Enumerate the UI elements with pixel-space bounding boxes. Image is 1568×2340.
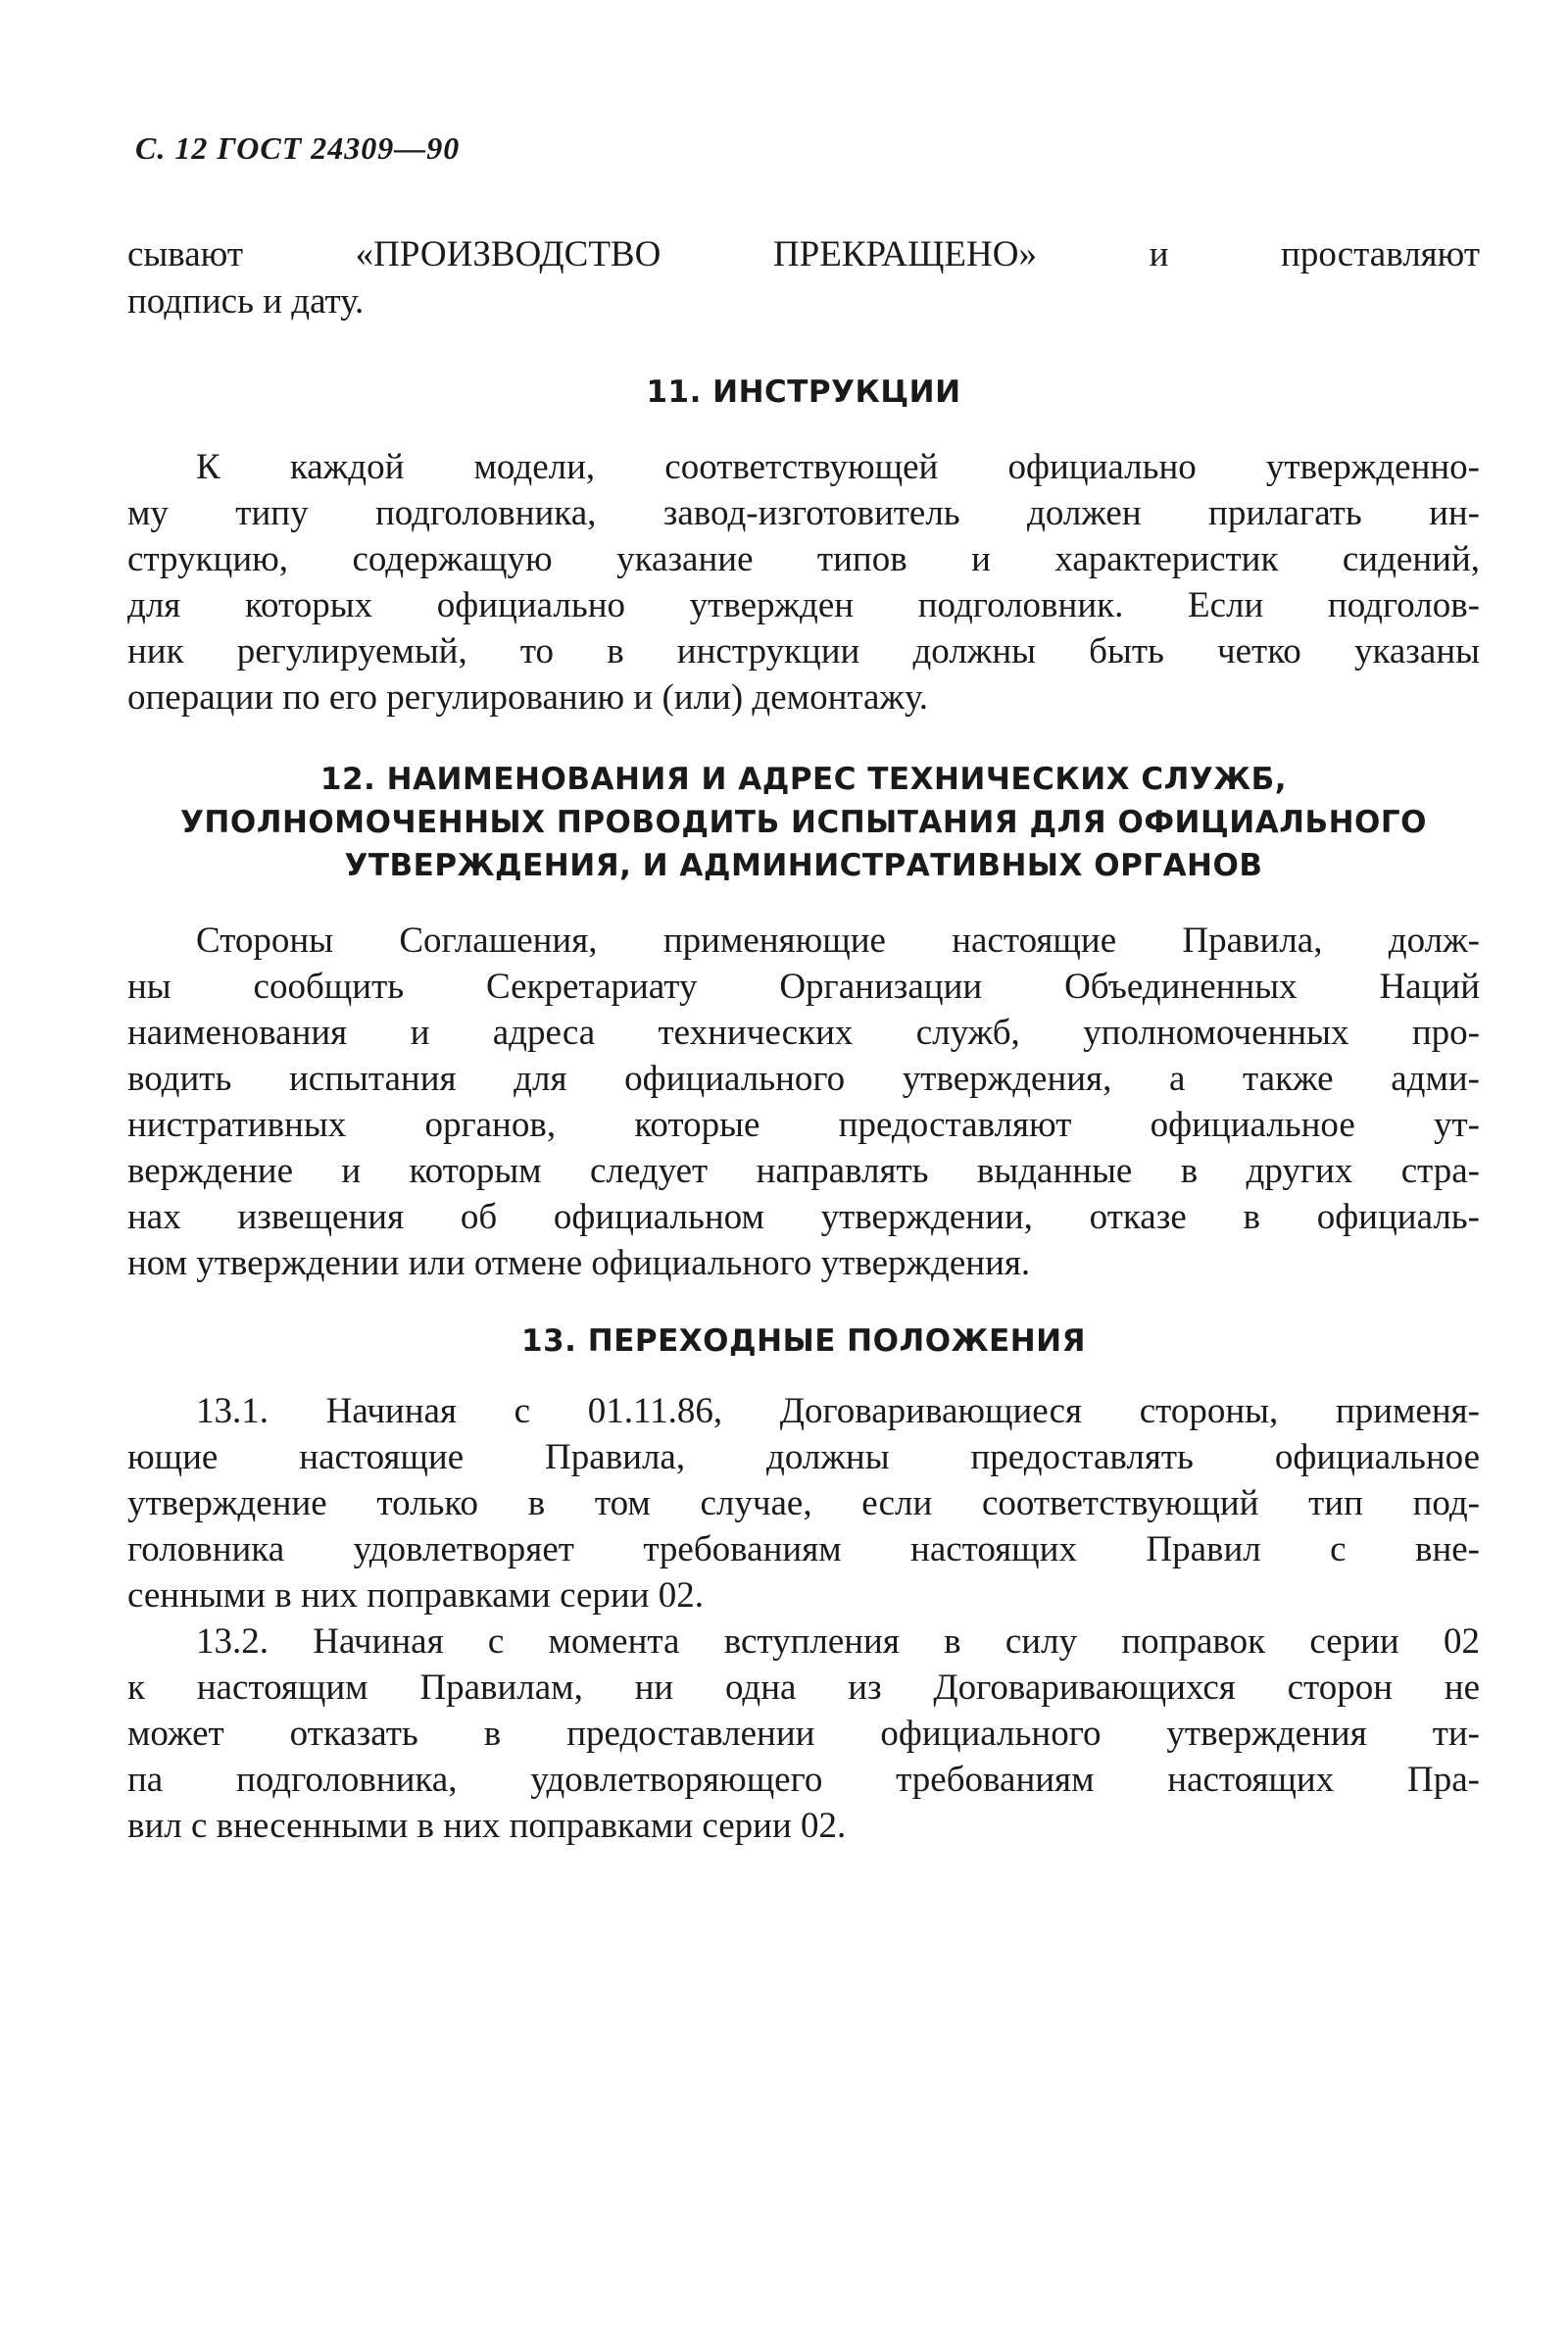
text-line: К каждой модели, соответствующей официально утвержденно- bbox=[196, 447, 1480, 487]
section-heading: 11. ИНСТРУКЦИИ bbox=[646, 374, 961, 410]
text-line: нах извещения об официальном утверждении, отказе в официаль- bbox=[127, 1197, 1480, 1237]
text-line: ник регулируемый, то в инструкции должны быть четко указаны bbox=[127, 631, 1480, 672]
text-line: вил с внесенными в них поправками серии 02. bbox=[127, 1806, 847, 1846]
text-line: нистративных органов, которые предоставляют официальное ут- bbox=[127, 1105, 1480, 1145]
section-heading: 13. ПЕРЕХОДНЫЕ ПОЛОЖЕНИЯ bbox=[521, 1323, 1086, 1359]
text-line: к настоящим Правилам, ни одна из Договаривающихся сторон не bbox=[127, 1668, 1480, 1708]
text-line: ном утверждении или отмене официального утверждения. bbox=[127, 1243, 1031, 1283]
section-heading: УТВЕРЖДЕНИЯ, И АДМИНИСТРАТИВНЫХ ОРГАНОВ bbox=[344, 848, 1263, 883]
text-line: 13.2. Начиная с момента вступления в силу поправок серии 02 bbox=[196, 1621, 1480, 1662]
text-line: му типу подголовника, завод-изготовитель должен прилагать ин- bbox=[127, 493, 1480, 533]
text-line: Стороны Соглашения, применяющие настоящие Правила, долж- bbox=[196, 921, 1480, 961]
text-line: па подголовника, удовлетворяющего требованиям настоящих Пра- bbox=[127, 1760, 1480, 1800]
text-line: струкцию, содержащую указание типов и характеристик сидений, bbox=[127, 539, 1480, 579]
section-heading: 12. НАИМЕНОВАНИЯ И АДРЕС ТЕХНИЧЕСКИХ СЛУЖБ, bbox=[319, 762, 1288, 797]
text-line: ющие настоящие Правила, должны предоставлять официальное bbox=[127, 1437, 1480, 1477]
text-line: сенными в них поправками серии 02. bbox=[127, 1575, 704, 1616]
text-line: сывают «ПРОИЗВОДСТВО ПРЕКРАЩЕНО» и проставляют bbox=[127, 234, 1480, 274]
text-line: водить испытания для официального утверждения, а также адми- bbox=[127, 1059, 1480, 1099]
text-line: наименования и адреса технических служб, уполномоченных про- bbox=[127, 1013, 1480, 1053]
section-heading: УПОЛНОМОЧЕННЫХ ПРОВОДИТЬ ИСПЫТАНИЯ ДЛЯ ОФИЦИАЛЬНОГО bbox=[180, 805, 1427, 840]
text-line: подпись и дату. bbox=[127, 281, 365, 322]
text-line: может отказать в предоставлении официального утверждения ти- bbox=[127, 1714, 1480, 1754]
text-line: для которых официально утвержден подголовник. Если подголов- bbox=[127, 585, 1480, 625]
text-line: утверждение только в том случае, если соответствующий тип под- bbox=[127, 1483, 1480, 1523]
text-line: головника удовлетворяет требованиям настоящих Правил с вне- bbox=[127, 1529, 1480, 1569]
text-line: ны сообщить Секретариату Организации Объединенных Наций bbox=[127, 967, 1480, 1007]
page-header: С. 12 ГОСТ 24309—90 bbox=[135, 130, 461, 166]
text-line: верждение и которым следует направлять выданные в других стра- bbox=[127, 1151, 1480, 1191]
text-line: 13.1. Начиная с 01.11.86, Договаривающиеся стороны, применя- bbox=[196, 1391, 1480, 1431]
text-line: операции по его регулированию и (или) демонтажу. bbox=[127, 677, 929, 718]
